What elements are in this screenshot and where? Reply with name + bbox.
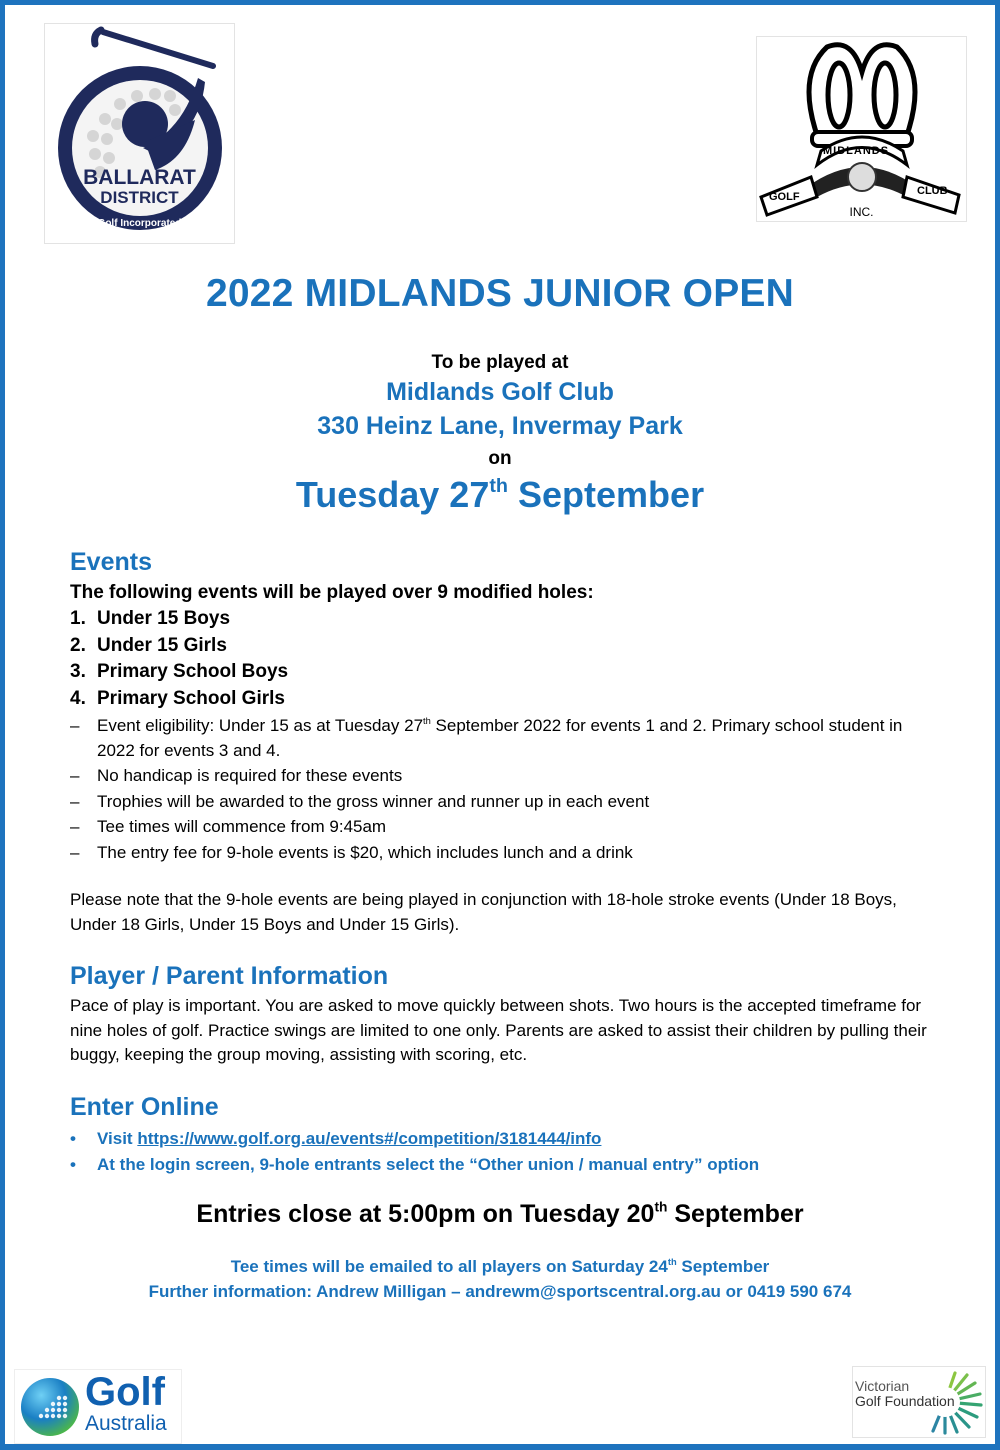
event-date: Tuesday 27th September (295, 474, 705, 515)
further-info: Further information: Andrew Milligan – andrewm@sportscentral.org.au or 0419 590 674 (148, 1282, 852, 1301)
event-details-list (70, 714, 930, 866)
login-note-item: • At the login screen, 9-hole entrants select the “Other union / manual entry” option (70, 1155, 760, 1174)
detail-handicap: – No handicap is required for these events (70, 766, 403, 785)
midlands-suffix: INC. (849, 205, 874, 219)
victorian-golf-foundation-logo (852, 1366, 986, 1438)
ballarat-golf-ball-icon (45, 24, 234, 243)
vgf-line2: Golf Foundation (855, 1393, 955, 1409)
midlands-golf-club-logo (756, 36, 967, 222)
midlands-banner-right: CLUB (917, 185, 948, 197)
golf-australia-line1: Golf (85, 1370, 165, 1414)
vgf-line1: Victorian (855, 1378, 910, 1394)
entries-close: Entries close at 5:00pm on Tuesday 20th September (196, 1199, 804, 1228)
ballarat-ring-text: Golf Incorporated (97, 218, 182, 229)
player-info-heading: Player / Parent Information (70, 962, 389, 990)
events-heading: Events (70, 548, 152, 576)
event-item: 3. Primary School Boys (70, 661, 289, 682)
competition-link[interactable]: https://www.golf.org.au/events#/competition/3181444/info (137, 1129, 602, 1148)
venue-name: Midlands Golf Club (386, 378, 614, 406)
played-at-label: To be played at (431, 352, 569, 373)
midlands-banner-center: MIDLANDS (823, 145, 890, 157)
ballarat-line1: BALLARAT (83, 166, 196, 189)
event-item: 4. Primary School Girls (70, 687, 285, 709)
golf-australia-line2: Australia (85, 1412, 167, 1435)
player-info-body: Pace of play is important. You are asked to move quickly between shots. Two hours is the accepted timeframe for nine holes of golf. Practice swings are limited to one only. Parents are asked to assist their children by pulling their buggy, keeping the group moving, assisting with scoring, etc. (70, 996, 927, 1064)
ballarat-district-logo (44, 23, 235, 244)
events-list (70, 606, 288, 712)
detail-trophies: – Trophies will be awarded to the gross winner and runner up in each event (70, 791, 650, 811)
detail-eligibility: – Event eligibility: Under 15 as at Tuesday 27th September 2022 for events 1 and 2. Primary school student in 2022 for events 3 and 4. (70, 716, 903, 760)
enter-online-heading: Enter Online (70, 1093, 219, 1121)
event-item: 1. Under 15 Boys (70, 608, 231, 629)
conjunction-note: Please note that the 9-hole events are being played in conjunction with 18-hole stroke events (Under 18 Boys, Under 18 Girls, Under 15 Boys and Under 15 Girls). (70, 890, 897, 934)
midlands-banner-left: GOLF (769, 191, 800, 203)
venue-address: 330 Heinz Lane, Invermay Park (317, 412, 683, 440)
visit-item: • Visit https://www.golf.org.au/events#/competition/3181444/info (70, 1129, 602, 1148)
enter-online-list (70, 1126, 759, 1178)
globe-icon (19, 1376, 81, 1438)
on-label: on (488, 448, 512, 469)
page-title: 2022 MIDLANDS JUNIOR OPEN (206, 272, 794, 315)
event-item: 2. Under 15 Girls (70, 634, 227, 656)
detail-tee-times: – Tee times will commence from 9:45am (70, 817, 387, 836)
golf-australia-logo (14, 1369, 182, 1444)
detail-entry-fee: – The entry fee for 9-hole events is $20, which includes lunch and a drink (70, 842, 633, 862)
events-intro: The following events will be played over 9 modified holes: (70, 582, 594, 603)
ballarat-line2: DISTRICT (100, 188, 179, 207)
tee-times-notice: Tee times will be emailed to all players on Saturday 24th September (230, 1257, 770, 1276)
